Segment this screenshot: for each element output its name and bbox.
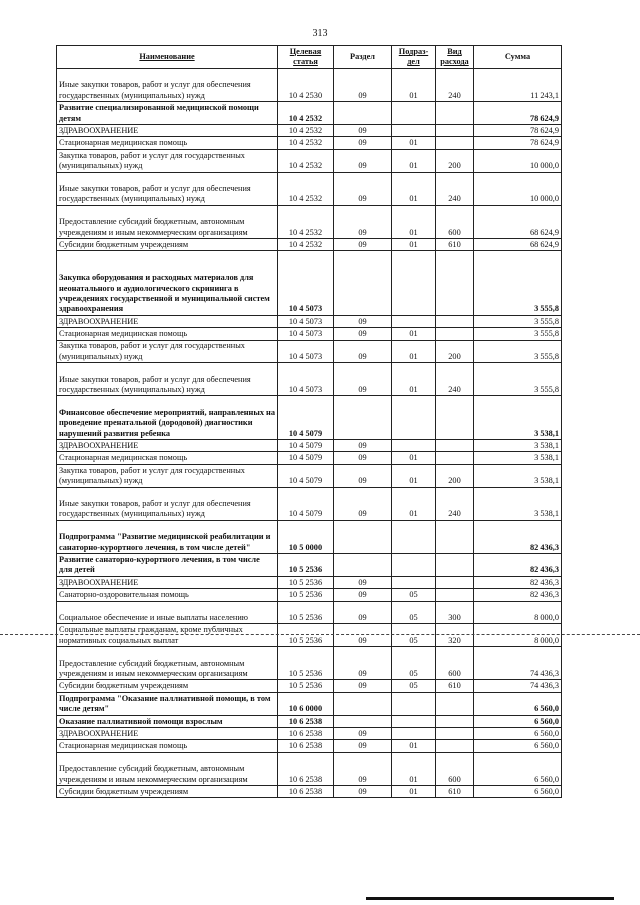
table-row: [57, 464, 562, 487]
row-name-cell: Стационарная медицинская помощь: [57, 740, 278, 752]
row-sum-cell: 78 624,9: [474, 102, 562, 125]
row-target-cell: 10 4 5073: [278, 340, 334, 363]
row-target-cell: 10 4 5079: [278, 464, 334, 487]
row-subsection-cell: 05: [392, 680, 436, 692]
row-section-cell: 09: [334, 740, 392, 752]
row-subsection-cell: [392, 315, 436, 327]
row-kind-cell: 300: [436, 601, 474, 624]
table-row: [57, 554, 562, 577]
page-cut-line: [0, 634, 640, 635]
row-section-cell: 09: [334, 137, 392, 149]
row-kind-cell: [436, 396, 474, 440]
row-sum-cell: 82 436,3: [474, 520, 562, 553]
row-subsection-cell: 01: [392, 752, 436, 785]
table-row: [57, 149, 562, 172]
row-subsection-cell: 05: [392, 624, 436, 647]
row-sum-cell: 82 436,3: [474, 554, 562, 577]
table-row: [57, 624, 562, 647]
row-section-cell: [334, 102, 392, 125]
table-row: [57, 692, 562, 715]
row-target-cell: 10 4 2532: [278, 172, 334, 205]
row-section-cell: 09: [334, 576, 392, 588]
row-sum-cell: 78 624,9: [474, 137, 562, 149]
row-kind-cell: [436, 452, 474, 464]
table-row: [57, 440, 562, 452]
row-name-cell: Иные закупки товаров, работ и услуг для обеспечения государственных (муниципальных) нужд: [57, 69, 278, 102]
row-sum-cell: 3 538,1: [474, 396, 562, 440]
table-row: [57, 727, 562, 739]
row-target-cell: 10 4 5073: [278, 328, 334, 340]
column-header-target: Целевая статья: [278, 46, 334, 69]
row-sum-cell: 68 624,9: [474, 238, 562, 250]
row-sum-cell: 3 555,8: [474, 328, 562, 340]
row-name-cell: ЗДРАВООХРАНЕНИЕ: [57, 315, 278, 327]
row-kind-cell: [436, 715, 474, 727]
row-target-cell: 10 5 0000: [278, 520, 334, 553]
row-name-cell: Подпрограмма "Развитие медицинской реабилитации и санаторно-курортного лечения, в том числе детей": [57, 520, 278, 553]
row-name-cell: Предоставление субсидий бюджетным, автономным учреждениям и иным некоммерческим организациям: [57, 752, 278, 785]
row-target-cell: 10 6 2538: [278, 715, 334, 727]
row-target-cell: 10 4 2532: [278, 149, 334, 172]
table-row: [57, 69, 562, 102]
row-target-cell: 10 5 2536: [278, 680, 334, 692]
column-header-kind: Вид расхода: [436, 46, 474, 69]
row-subsection-cell: 01: [392, 785, 436, 797]
row-section-cell: 09: [334, 624, 392, 647]
table-row: [57, 238, 562, 250]
row-name-cell: Предоставление субсидий бюджетным, автономным учреждениям и иным некоммерческим организациям: [57, 205, 278, 238]
row-name-cell: Финансовое обеспечение мероприятий, направленных на проведение пренатальной (дородовой) диагностики нарушений развития ребенка: [57, 396, 278, 440]
row-sum-cell: 6 560,0: [474, 715, 562, 727]
page-number: 313: [312, 28, 328, 39]
row-target-cell: 10 4 5079: [278, 487, 334, 520]
row-sum-cell: 3 538,1: [474, 487, 562, 520]
table-row: [57, 752, 562, 785]
table-row: [57, 589, 562, 601]
row-target-cell: 10 5 2536: [278, 647, 334, 680]
row-name-cell: Развитие специализированной медицинской помощи детям: [57, 102, 278, 125]
row-kind-cell: 600: [436, 647, 474, 680]
table-row: [57, 680, 562, 692]
row-kind-cell: [436, 520, 474, 553]
table-row: [57, 785, 562, 797]
table-row: [57, 251, 562, 315]
row-section-cell: 09: [334, 464, 392, 487]
row-name-cell: Субсидии бюджетным учреждениям: [57, 238, 278, 250]
row-sum-cell: 11 243,1: [474, 69, 562, 102]
row-kind-cell: 200: [436, 464, 474, 487]
row-subsection-cell: 01: [392, 137, 436, 149]
row-target-cell: 10 4 2532: [278, 124, 334, 136]
row-section-cell: 09: [334, 440, 392, 452]
row-target-cell: 10 4 5079: [278, 396, 334, 440]
row-sum-cell: 74 436,3: [474, 680, 562, 692]
row-name-cell: Подпрограмма "Оказание паллиативной помощи, в том числе детям": [57, 692, 278, 715]
row-section-cell: 09: [334, 340, 392, 363]
row-target-cell: 10 6 2538: [278, 752, 334, 785]
row-sum-cell: 10 000,0: [474, 172, 562, 205]
row-name-cell: Иные закупки товаров, работ и услуг для обеспечения государственных (муниципальных) нужд: [57, 172, 278, 205]
column-header-subsection: Подраз-дел: [392, 46, 436, 69]
table-row: [57, 715, 562, 727]
row-target-cell: 10 6 2538: [278, 727, 334, 739]
row-section-cell: 09: [334, 785, 392, 797]
row-target-cell: 10 4 5079: [278, 440, 334, 452]
row-name-cell: ЗДРАВООХРАНЕНИЕ: [57, 124, 278, 136]
row-target-cell: 10 4 2532: [278, 238, 334, 250]
row-subsection-cell: [392, 576, 436, 588]
row-name-cell: Развитие санаторно-курортного лечения, в том числе для детей: [57, 554, 278, 577]
row-name-cell: Санаторно-оздоровительная помощь: [57, 589, 278, 601]
row-subsection-cell: [392, 251, 436, 315]
row-sum-cell: 8 000,0: [474, 624, 562, 647]
row-kind-cell: [436, 589, 474, 601]
row-sum-cell: 6 560,0: [474, 740, 562, 752]
row-kind-cell: [436, 328, 474, 340]
table-row: [57, 328, 562, 340]
row-section-cell: 09: [334, 315, 392, 327]
row-target-cell: 10 5 2536: [278, 554, 334, 577]
row-section-cell: [334, 396, 392, 440]
row-target-cell: 10 5 2536: [278, 576, 334, 588]
row-name-cell: Оказание паллиативной помощи взрослым: [57, 715, 278, 727]
budget-table: [56, 45, 562, 798]
row-sum-cell: 82 436,3: [474, 589, 562, 601]
row-kind-cell: [436, 315, 474, 327]
row-sum-cell: 6 560,0: [474, 727, 562, 739]
table-body: [57, 69, 562, 798]
row-subsection-cell: [392, 554, 436, 577]
table-row: [57, 487, 562, 520]
row-subsection-cell: [392, 102, 436, 125]
row-target-cell: 10 6 2538: [278, 785, 334, 797]
row-subsection-cell: 05: [392, 589, 436, 601]
row-sum-cell: 3 555,8: [474, 363, 562, 396]
row-sum-cell: 3 538,1: [474, 440, 562, 452]
row-sum-cell: 74 436,3: [474, 647, 562, 680]
row-sum-cell: 6 560,0: [474, 785, 562, 797]
row-subsection-cell: 05: [392, 647, 436, 680]
table-row: [57, 137, 562, 149]
row-target-cell: 10 5 2536: [278, 589, 334, 601]
row-kind-cell: 240: [436, 69, 474, 102]
table-row: [57, 647, 562, 680]
row-name-cell: Закупка товаров, работ и услуг для государственных (муниципальных) нужд: [57, 340, 278, 363]
row-section-cell: 09: [334, 172, 392, 205]
row-section-cell: [334, 554, 392, 577]
row-sum-cell: 68 624,9: [474, 205, 562, 238]
row-kind-cell: 610: [436, 785, 474, 797]
row-name-cell: Закупка оборудования и расходных материалов для неонатального и аудиологического скрининга в учреждениях государственной и муниципальной систем здравоохранения: [57, 251, 278, 315]
row-kind-cell: [436, 124, 474, 136]
row-kind-cell: [436, 137, 474, 149]
table-row: [57, 205, 562, 238]
row-subsection-cell: [392, 727, 436, 739]
row-target-cell: 10 6 2538: [278, 740, 334, 752]
row-subsection-cell: 05: [392, 601, 436, 624]
row-name-cell: Субсидии бюджетным учреждениям: [57, 785, 278, 797]
row-subsection-cell: 01: [392, 487, 436, 520]
row-subsection-cell: [392, 692, 436, 715]
table-row: [57, 396, 562, 440]
column-header-section: Раздел: [334, 46, 392, 69]
row-kind-cell: 600: [436, 205, 474, 238]
row-name-cell: Стационарная медицинская помощь: [57, 137, 278, 149]
row-kind-cell: 610: [436, 680, 474, 692]
row-kind-cell: [436, 102, 474, 125]
row-sum-cell: 3 538,1: [474, 464, 562, 487]
row-kind-cell: 240: [436, 363, 474, 396]
row-kind-cell: 610: [436, 238, 474, 250]
row-section-cell: [334, 715, 392, 727]
row-section-cell: 09: [334, 727, 392, 739]
row-sum-cell: 3 555,8: [474, 340, 562, 363]
row-subsection-cell: 01: [392, 328, 436, 340]
row-section-cell: 09: [334, 601, 392, 624]
row-sum-cell: 3 538,1: [474, 452, 562, 464]
row-target-cell: 10 4 5073: [278, 251, 334, 315]
row-kind-cell: [436, 727, 474, 739]
row-section-cell: 09: [334, 589, 392, 601]
row-target-cell: 10 4 5073: [278, 315, 334, 327]
table-row: [57, 315, 562, 327]
column-header-name: Наименование: [57, 46, 278, 69]
table-row: [57, 740, 562, 752]
row-kind-cell: [436, 740, 474, 752]
row-section-cell: [334, 251, 392, 315]
row-target-cell: 10 4 5079: [278, 452, 334, 464]
row-kind-cell: 240: [436, 487, 474, 520]
row-subsection-cell: [392, 520, 436, 553]
row-name-cell: Социальное обеспечение и иные выплаты населению: [57, 601, 278, 624]
row-subsection-cell: 01: [392, 149, 436, 172]
row-kind-cell: 600: [436, 752, 474, 785]
row-name-cell: Стационарная медицинская помощь: [57, 452, 278, 464]
table-row: [57, 576, 562, 588]
table-row: [57, 601, 562, 624]
row-section-cell: 09: [334, 647, 392, 680]
row-section-cell: 09: [334, 752, 392, 785]
row-name-cell: Предоставление субсидий бюджетным, автономным учреждениям и иным некоммерческим организациям: [57, 647, 278, 680]
row-section-cell: [334, 692, 392, 715]
row-subsection-cell: 01: [392, 69, 436, 102]
row-target-cell: 10 4 2530: [278, 69, 334, 102]
row-subsection-cell: 01: [392, 205, 436, 238]
row-section-cell: 09: [334, 328, 392, 340]
row-subsection-cell: [392, 396, 436, 440]
row-target-cell: 10 4 2532: [278, 137, 334, 149]
row-name-cell: ЗДРАВООХРАНЕНИЕ: [57, 576, 278, 588]
row-kind-cell: [436, 251, 474, 315]
row-kind-cell: [436, 576, 474, 588]
row-kind-cell: 200: [436, 149, 474, 172]
row-subsection-cell: 01: [392, 452, 436, 464]
row-subsection-cell: [392, 715, 436, 727]
row-sum-cell: 8 000,0: [474, 601, 562, 624]
row-section-cell: 09: [334, 69, 392, 102]
row-kind-cell: [436, 692, 474, 715]
column-header-sum: Сумма: [474, 46, 562, 69]
row-name-cell: Иные закупки товаров, работ и услуг для обеспечения государственных (муниципальных) нужд: [57, 487, 278, 520]
row-target-cell: 10 4 2532: [278, 205, 334, 238]
row-sum-cell: 3 555,8: [474, 315, 562, 327]
row-section-cell: 09: [334, 363, 392, 396]
footer-rule: [366, 897, 614, 900]
row-subsection-cell: 01: [392, 340, 436, 363]
row-sum-cell: 78 624,9: [474, 124, 562, 136]
row-section-cell: 09: [334, 238, 392, 250]
row-target-cell: 10 5 2536: [278, 624, 334, 647]
row-name-cell: ЗДРАВООХРАНЕНИЕ: [57, 440, 278, 452]
row-name-cell: Иные закупки товаров, работ и услуг для обеспечения государственных (муниципальных) нужд: [57, 363, 278, 396]
row-sum-cell: 10 000,0: [474, 149, 562, 172]
table-row: [57, 124, 562, 136]
table-row: [57, 340, 562, 363]
row-target-cell: 10 4 2532: [278, 102, 334, 125]
row-kind-cell: [436, 554, 474, 577]
row-section-cell: 09: [334, 124, 392, 136]
row-section-cell: [334, 520, 392, 553]
row-section-cell: 09: [334, 205, 392, 238]
table-row: [57, 363, 562, 396]
row-section-cell: 09: [334, 149, 392, 172]
table-row: [57, 520, 562, 553]
row-target-cell: 10 5 2536: [278, 601, 334, 624]
row-subsection-cell: 01: [392, 740, 436, 752]
row-kind-cell: 240: [436, 172, 474, 205]
row-subsection-cell: 01: [392, 172, 436, 205]
row-sum-cell: 6 560,0: [474, 752, 562, 785]
row-sum-cell: 3 555,8: [474, 251, 562, 315]
table-row: [57, 172, 562, 205]
row-name-cell: Стационарная медицинская помощь: [57, 328, 278, 340]
row-subsection-cell: [392, 124, 436, 136]
row-name-cell: Социальные выплаты гражданам, кроме публичных нормативных социальных выплат: [57, 624, 278, 647]
row-kind-cell: [436, 440, 474, 452]
row-name-cell: ЗДРАВООХРАНЕНИЕ: [57, 727, 278, 739]
row-name-cell: Закупка товаров, работ и услуг для государственных (муниципальных) нужд: [57, 149, 278, 172]
row-subsection-cell: 01: [392, 363, 436, 396]
row-subsection-cell: [392, 440, 436, 452]
table-header-row: [57, 46, 562, 69]
row-sum-cell: 6 560,0: [474, 692, 562, 715]
row-target-cell: 10 6 0000: [278, 692, 334, 715]
row-subsection-cell: 01: [392, 238, 436, 250]
row-subsection-cell: 01: [392, 464, 436, 487]
row-kind-cell: 320: [436, 624, 474, 647]
table-row: [57, 102, 562, 125]
row-section-cell: 09: [334, 680, 392, 692]
row-kind-cell: 200: [436, 340, 474, 363]
row-section-cell: 09: [334, 487, 392, 520]
row-sum-cell: 82 436,3: [474, 576, 562, 588]
row-section-cell: 09: [334, 452, 392, 464]
row-target-cell: 10 4 5073: [278, 363, 334, 396]
row-name-cell: Закупка товаров, работ и услуг для государственных (муниципальных) нужд: [57, 464, 278, 487]
table-row: [57, 452, 562, 464]
row-name-cell: Субсидии бюджетным учреждениям: [57, 680, 278, 692]
